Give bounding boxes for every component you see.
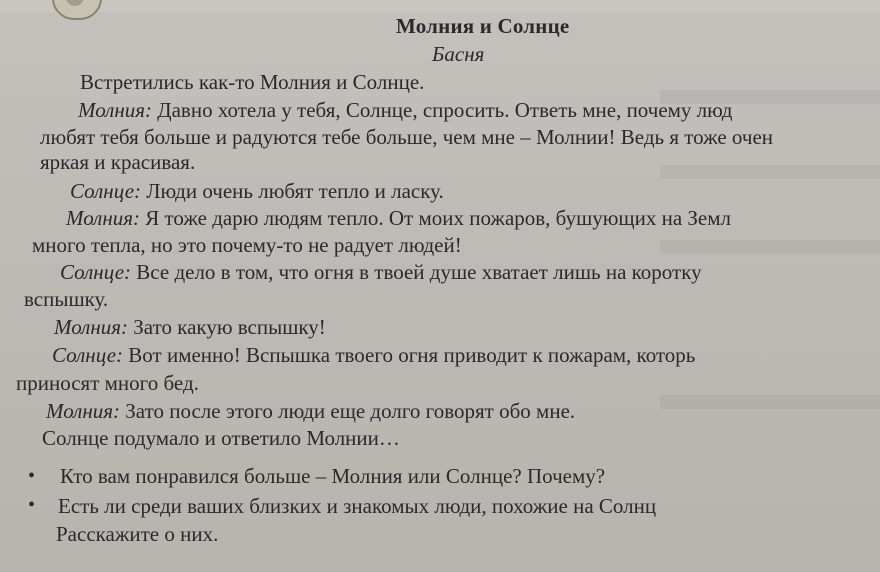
question-item: Кто вам понравился больше – Молния или Солнце? Почему? xyxy=(60,464,606,488)
bleed-through-shadow xyxy=(660,165,880,179)
dialogue-text: Люди очень любят тепло и ласку. xyxy=(141,179,444,203)
bullet-icon: • xyxy=(28,494,36,516)
bleed-through-shadow xyxy=(660,395,880,409)
dialogue-line xyxy=(78,98,732,122)
dialogue-line xyxy=(40,125,773,149)
dialogue-line xyxy=(70,179,444,203)
question-item-continuation: Расскажите о них. xyxy=(56,522,219,546)
dialogue-text: Солнце подумало и ответило Молнии… xyxy=(42,426,400,450)
speaker-name: Солнце: xyxy=(60,260,132,284)
dialogue-line xyxy=(40,150,195,174)
bleed-through-shadow xyxy=(660,240,880,254)
speaker-name: Молния: xyxy=(46,399,121,423)
dialogue-text: Вот именно! Вспышка твоего огня приводит к пожарам, которь xyxy=(123,343,696,367)
dialogue-line xyxy=(60,260,702,284)
dialogue-line xyxy=(54,315,326,339)
dialogue-text: Зато какую вспышку! xyxy=(128,315,326,339)
fable-ending xyxy=(42,426,400,450)
dialogue-text: любят тебя больше и радуются тебе больше, чем мне – Молнии! Ведь я тоже очен xyxy=(40,125,774,149)
fable-title: Молния и Солнце xyxy=(396,14,570,38)
speaker-name: Молния: xyxy=(54,315,129,339)
dialogue-line xyxy=(52,343,695,367)
dialogue-text: приносят много бед. xyxy=(16,371,199,395)
dialogue-text: Зато после этого люди еще долго говорят обо мне. xyxy=(120,399,576,423)
dialogue-text: много тепла, но это почему-то не радует людей! xyxy=(32,233,462,257)
dialogue-line xyxy=(66,206,731,230)
dialogue-line xyxy=(24,287,108,311)
fable-intro: Встретились как-то Молния и Солнце. xyxy=(80,70,425,94)
dialogue-text: вспышку. xyxy=(24,287,109,311)
dialogue-text: Я тоже дарю людям тепло. От моих пожаров, бушующих на Земл xyxy=(140,206,731,230)
dialogue-text: Все дело в том, что огня в твоей душе хватает лишь на коротку xyxy=(131,260,702,284)
dialogue-line xyxy=(32,233,462,257)
dialogue-line xyxy=(16,371,199,395)
previous-section-strip xyxy=(0,0,880,12)
dialogue-line xyxy=(46,399,575,423)
dialogue-text: яркая и красивая. xyxy=(40,150,196,174)
fable-genre: Басня xyxy=(432,42,485,66)
dialogue-text: Давно хотела у тебя, Солнце, спросить. Ответь мне, почему люд xyxy=(152,98,733,122)
speaker-name: Солнце: xyxy=(52,343,124,367)
speaker-name: Солнце: xyxy=(70,179,142,203)
speaker-name: Молния: xyxy=(66,206,141,230)
section-emblem-icon xyxy=(52,0,102,20)
bullet-icon: • xyxy=(28,465,36,487)
speaker-name: Молния: xyxy=(78,98,153,122)
question-item: Есть ли среди ваших близких и знакомых люди, похожие на Солнц xyxy=(58,494,657,518)
